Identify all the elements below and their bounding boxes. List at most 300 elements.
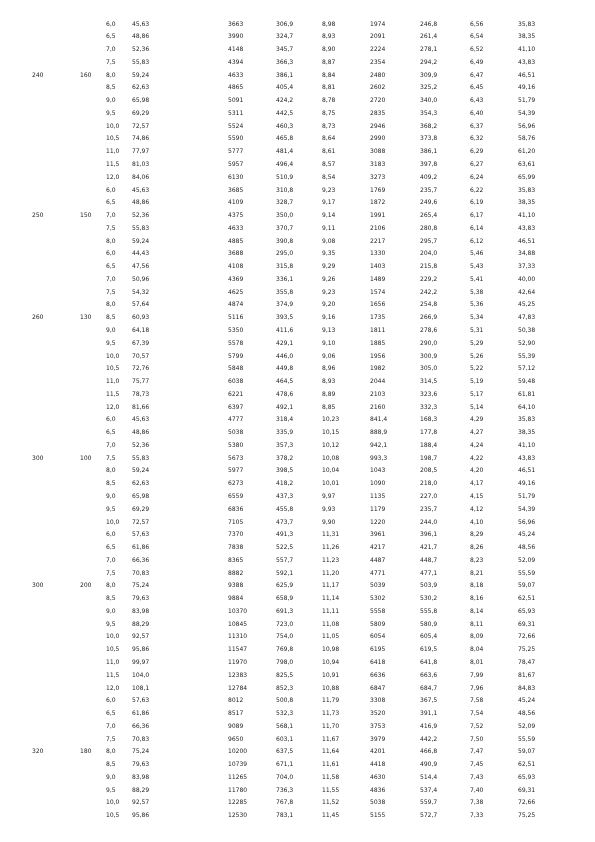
table-cell-col-a: 320: [32, 748, 44, 756]
table-cell-col-wx: 465,8: [276, 135, 294, 143]
table-row: [0, 390, 595, 402]
table-cell-col-iy: 2720: [370, 97, 386, 105]
table-cell-col-area: 42,64: [518, 288, 536, 296]
table-cell-col-t: 8,0: [106, 71, 116, 79]
table-cell-col-iy: 3308: [370, 697, 386, 705]
table-cell-col-wy: 416,9: [420, 722, 438, 730]
table-cell-col-b: 180: [80, 748, 92, 756]
table-cell-col-ix: 11970: [228, 659, 248, 666]
table-cell-col-area: 59,07: [518, 748, 536, 756]
table-row: [0, 773, 595, 785]
table-cell-col-mass: 95,86: [132, 646, 150, 654]
table-cell-col-mass: 69,29: [132, 109, 150, 117]
table-row: [0, 300, 595, 312]
table-cell-col-wx: 557,7: [276, 556, 294, 564]
table-cell-col-wx: 418,2: [276, 480, 294, 488]
table-row: [0, 20, 595, 32]
table-row: [0, 71, 595, 83]
table-cell-col-ix: 6397: [228, 403, 244, 411]
table-cell-col-b: 200: [80, 582, 92, 590]
table-cell-col-t: 8,0: [106, 301, 116, 309]
table-cell-col-iy: 2835: [370, 109, 386, 117]
table-row: [0, 466, 595, 478]
table-cell-col-t: 6,5: [106, 33, 116, 41]
table-cell-col-ix: 12784: [228, 684, 248, 692]
table-row: [0, 364, 595, 376]
table-cell-col-iy: 5038: [370, 799, 386, 807]
table-cell-col-ry: 8,23: [470, 556, 484, 564]
table-cell-col-wy: 448,7: [420, 556, 438, 564]
table-row: [0, 543, 595, 555]
table-cell-col-mass: 59,24: [132, 467, 150, 475]
table-cell-col-ix: 5380: [228, 441, 244, 449]
table-cell-col-wy: 294,2: [420, 58, 438, 66]
table-cell-col-area: 64,10: [518, 403, 536, 411]
table-cell-col-ry: 5,19: [470, 378, 484, 386]
table-cell-col-area: 41,10: [518, 441, 536, 449]
table-cell-col-ix: 4874: [228, 301, 244, 309]
table-cell-col-iy: 1769: [370, 186, 386, 194]
table-cell-col-rx: 8,54: [322, 173, 336, 181]
table-cell-col-rx: 11,70: [322, 722, 340, 730]
table-cell-col-wx: 315,8: [276, 263, 294, 271]
table-cell-col-wy: 466,8: [420, 748, 438, 756]
table-cell-col-iy: 1974: [370, 20, 386, 28]
table-row: [0, 645, 595, 657]
table-cell-col-iy: 6054: [370, 633, 386, 641]
table-cell-col-t: 10,0: [106, 518, 120, 526]
table-cell-col-area: 37,33: [518, 263, 536, 271]
table-cell-col-ix: 5977: [228, 467, 244, 475]
table-cell-col-mass: 65,98: [132, 97, 150, 105]
table-cell-col-iy: 4418: [370, 761, 386, 769]
table-cell-col-t: 9,5: [106, 505, 116, 513]
table-cell-col-rx: 8,78: [322, 97, 336, 105]
table-cell-col-area: 52,90: [518, 339, 536, 347]
table-cell-col-mass: 66,36: [132, 556, 150, 564]
table-row: [0, 811, 595, 823]
table-cell-col-wy: 309,9: [420, 71, 438, 79]
table-cell-col-ry: 5,31: [470, 326, 484, 334]
table-cell-col-rx: 11,14: [322, 595, 340, 603]
table-cell-col-area: 43,83: [518, 454, 536, 462]
table-cell-col-t: 7,0: [106, 46, 116, 54]
table-cell-col-wx: 603,1: [276, 735, 294, 743]
table-cell-col-ry: 8,01: [470, 659, 484, 666]
table-cell-col-rx: 11,20: [322, 569, 340, 577]
table-cell-col-ix: 4633: [228, 224, 244, 232]
table-cell-col-t: 7,0: [106, 441, 116, 449]
table-cell-col-rx: 10,23: [322, 416, 340, 424]
table-cell-col-wy: 242,2: [420, 288, 438, 296]
table-cell-col-ry: 6,22: [470, 186, 484, 194]
table-cell-col-area: 72,66: [518, 633, 536, 641]
table-cell-col-mass: 61,86: [132, 710, 150, 718]
table-cell-col-t: 9,0: [106, 773, 116, 781]
table-cell-col-iy: 3183: [370, 160, 386, 168]
table-cell-col-t: 7,5: [106, 288, 116, 296]
table-cell-col-wx: 442,5: [276, 109, 294, 117]
table-cell-col-wy: 663,6: [420, 671, 438, 679]
table-cell-col-wx: 370,7: [276, 224, 294, 232]
table-cell-col-wx: 783,1: [276, 812, 294, 820]
table-cell-col-wx: 424,2: [276, 97, 294, 105]
table-cell-col-t: 11,0: [106, 148, 120, 156]
table-cell-col-mass: 60,93: [132, 314, 150, 322]
table-cell-col-ix: 6130: [228, 173, 244, 181]
table-cell-col-ry: 7,45: [470, 761, 484, 769]
table-cell-col-a: 240: [32, 71, 44, 79]
table-cell-col-ix: 5578: [228, 339, 244, 347]
table-cell-col-ry: 6,40: [470, 109, 484, 117]
table-cell-col-iy: 1574: [370, 288, 386, 296]
table-cell-col-wy: 235,7: [420, 186, 438, 194]
table-cell-col-wx: 335,9: [276, 429, 294, 437]
table-cell-col-wy: 373,8: [420, 135, 438, 143]
table-cell-col-wx: 345,7: [276, 46, 294, 54]
table-cell-col-iy: 1489: [370, 275, 386, 283]
table-cell-col-ry: 4,15: [470, 492, 484, 500]
table-cell-col-ry: 5,34: [470, 314, 484, 322]
table-cell-col-a: 300: [32, 582, 44, 590]
table-cell-col-ix: 12285: [228, 799, 248, 807]
table-cell-col-wy: 177,8: [420, 429, 438, 437]
table-cell-col-wx: 446,0: [276, 352, 294, 360]
table-cell-col-area: 56,96: [518, 518, 536, 526]
table-cell-col-area: 49,16: [518, 84, 536, 92]
table-row: [0, 262, 595, 274]
table-cell-col-wx: 522,5: [276, 544, 294, 552]
table-cell-col-mass: 81,03: [132, 160, 150, 168]
table-cell-col-wy: 246,8: [420, 20, 438, 28]
table-cell-col-mass: 78,73: [132, 390, 150, 398]
table-cell-col-wx: 478,6: [276, 390, 294, 398]
table-cell-col-ry: 6,56: [470, 20, 484, 28]
table-cell-col-area: 48,56: [518, 710, 536, 718]
table-cell-col-rx: 11,67: [322, 735, 340, 743]
table-cell-col-ry: 8,14: [470, 607, 484, 615]
table-cell-col-iy: 3273: [370, 173, 386, 181]
table-cell-col-t: 8,0: [106, 467, 116, 475]
table-cell-col-ix: 9388: [228, 582, 244, 590]
table-cell-col-mass: 65,98: [132, 492, 150, 500]
table-cell-col-wy: 323,6: [420, 390, 438, 398]
table-cell-col-ry: 6,32: [470, 135, 484, 143]
table-cell-col-mass: 62,63: [132, 480, 150, 488]
table-cell-col-iy: 1811: [370, 326, 386, 334]
table-row: [0, 45, 595, 57]
table-cell-col-mass: 64,18: [132, 326, 150, 334]
table-cell-col-iy: 6847: [370, 684, 386, 692]
table-cell-col-t: 9,0: [106, 607, 116, 615]
table-row: [0, 709, 595, 721]
table-cell-col-ry: 7,33: [470, 812, 484, 820]
table-cell-col-rx: 10,88: [322, 684, 340, 692]
table-cell-col-ry: 4,22: [470, 454, 484, 462]
table-row: [0, 58, 595, 70]
table-cell-col-area: 38,35: [518, 199, 536, 207]
table-cell-col-ix: 6836: [228, 505, 244, 513]
table-cell-col-ry: 7,38: [470, 799, 484, 807]
table-cell-col-rx: 10,04: [322, 467, 340, 475]
table-cell-col-iy: 1885: [370, 339, 386, 347]
table-cell-col-wx: 625,9: [276, 582, 294, 590]
table-cell-col-rx: 10,15: [322, 429, 340, 437]
table-cell-col-area: 57,12: [518, 365, 536, 373]
table-cell-col-area: 46,51: [518, 467, 536, 475]
table-cell-col-wx: 500,8: [276, 697, 294, 705]
table-row: [0, 326, 595, 338]
table-row: [0, 798, 595, 810]
table-cell-col-ry: 6,52: [470, 46, 484, 54]
table-cell-col-t: 11,0: [106, 378, 120, 386]
table-cell-col-mass: 57,63: [132, 697, 150, 705]
table-cell-col-iy: 5558: [370, 607, 386, 615]
table-cell-col-ry: 7,96: [470, 684, 484, 692]
table-cell-col-t: 12,0: [106, 684, 120, 692]
table-cell-col-wx: 378,2: [276, 454, 294, 462]
table-cell-col-ry: 6,54: [470, 33, 484, 41]
table-cell-col-rx: 9,97: [322, 492, 336, 500]
table-cell-col-wy: 367,5: [420, 697, 438, 705]
table-cell-col-area: 43,83: [518, 224, 536, 232]
table-cell-col-rx: 11,45: [322, 812, 340, 820]
table-cell-col-wy: 168,3: [420, 416, 438, 424]
table-cell-col-b: 150: [80, 212, 92, 220]
table-cell-col-mass: 52,36: [132, 441, 150, 449]
table-cell-col-wy: 300,9: [420, 352, 438, 360]
table-cell-col-iy: 2946: [370, 122, 386, 130]
table-cell-col-rx: 11,11: [322, 607, 340, 615]
table-cell-col-wy: 530,2: [420, 595, 438, 603]
table-cell-col-area: 65,99: [518, 173, 536, 181]
table-row: [0, 428, 595, 440]
table-cell-col-area: 52,09: [518, 556, 536, 564]
table-cell-col-ix: 4369: [228, 275, 244, 283]
table-cell-col-area: 63,61: [518, 160, 536, 168]
table-cell-col-rx: 9,14: [322, 212, 336, 220]
table-cell-col-ry: 8,16: [470, 595, 484, 603]
table-cell-col-iy: 1735: [370, 314, 386, 322]
table-cell-col-mass: 95,86: [132, 812, 150, 820]
table-cell-col-ix: 11310: [228, 633, 248, 641]
table-cell-col-mass: 55,83: [132, 454, 150, 462]
table-cell-col-mass: 47,56: [132, 263, 150, 271]
table-row: [0, 569, 595, 581]
table-cell-col-rx: 10,12: [322, 441, 340, 449]
table-cell-col-ry: 7,99: [470, 671, 484, 679]
table-cell-col-wy: 261,4: [420, 33, 438, 41]
table-cell-col-ix: 4633: [228, 71, 244, 79]
table-cell-col-t: 6,0: [106, 416, 116, 424]
table-cell-col-area: 75,25: [518, 646, 536, 654]
table-cell-col-area: 34,88: [518, 250, 536, 258]
table-cell-col-mass: 75,24: [132, 582, 150, 590]
table-cell-col-wy: 503,9: [420, 582, 438, 590]
table-cell-col-ry: 7,47: [470, 748, 484, 756]
table-cell-col-ry: 5,26: [470, 352, 484, 360]
table-cell-col-t: 6,5: [106, 429, 116, 437]
table-row: [0, 735, 595, 747]
table-row: [0, 403, 595, 415]
table-cell-col-t: 9,5: [106, 339, 116, 347]
table-row: [0, 454, 595, 466]
table-cell-col-wy: 386,1: [420, 148, 438, 156]
table-cell-col-ry: 5,46: [470, 250, 484, 258]
table-cell-col-ix: 5311: [228, 109, 244, 117]
table-cell-col-ry: 7,52: [470, 722, 484, 730]
table-cell-col-rx: 9,20: [322, 301, 336, 309]
table-cell-col-ry: 4,24: [470, 441, 484, 449]
table-cell-col-area: 81,67: [518, 671, 536, 679]
table-cell-col-ix: 7838: [228, 544, 244, 552]
table-row: [0, 83, 595, 95]
table-cell-col-ix: 11265: [228, 773, 248, 781]
table-cell-col-wx: 398,5: [276, 467, 294, 475]
table-cell-col-ry: 7,54: [470, 710, 484, 718]
table-row: [0, 339, 595, 351]
table-cell-col-ix: 11780: [228, 786, 248, 794]
table-cell-col-rx: 8,81: [322, 84, 336, 92]
table-cell-col-iy: 1872: [370, 199, 386, 207]
table-cell-col-mass: 52,36: [132, 46, 150, 54]
table-cell-col-mass: 70,83: [132, 569, 150, 577]
table-cell-col-ix: 10739: [228, 761, 248, 769]
table-cell-col-wy: 229,2: [420, 275, 438, 283]
table-cell-col-wx: 306,9: [276, 20, 294, 28]
table-cell-col-ry: 5,38: [470, 288, 484, 296]
table-cell-col-rx: 8,85: [322, 403, 336, 411]
table-cell-col-wx: 295,0: [276, 250, 294, 258]
table-cell-col-ix: 5777: [228, 148, 244, 156]
table-cell-col-rx: 8,89: [322, 390, 336, 398]
table-cell-col-area: 50,38: [518, 326, 536, 334]
table-cell-col-mass: 59,24: [132, 237, 150, 245]
table-cell-col-rx: 11,64: [322, 748, 340, 756]
table-cell-col-iy: 5155: [370, 812, 386, 820]
table-cell-col-wx: 449,8: [276, 365, 294, 373]
table-cell-col-wy: 204,0: [420, 250, 438, 258]
table-cell-col-t: 10,5: [106, 812, 120, 820]
table-cell-col-ry: 8,18: [470, 582, 484, 590]
table-cell-col-ix: 4375: [228, 212, 244, 220]
table-cell-col-rx: 8,64: [322, 135, 336, 143]
table-cell-col-ix: 8012: [228, 697, 244, 705]
table-cell-col-ry: 6,37: [470, 122, 484, 130]
table-cell-col-a: 300: [32, 454, 44, 462]
table-cell-col-mass: 72,76: [132, 365, 150, 373]
table-cell-col-rx: 10,98: [322, 646, 340, 654]
table-cell-col-rx: 8,96: [322, 365, 336, 373]
table-cell-col-ry: 5,17: [470, 390, 484, 398]
table-cell-col-ry: 6,29: [470, 148, 484, 156]
table-cell-col-area: 46,51: [518, 237, 536, 245]
table-cell-col-mass: 62,63: [132, 84, 150, 92]
table-cell-col-mass: 104,0: [132, 671, 150, 679]
table-cell-col-wy: 314,5: [420, 378, 438, 386]
table-row: [0, 658, 595, 670]
table-cell-col-t: 9,5: [106, 786, 116, 794]
table-cell-col-rx: 11,05: [322, 633, 340, 641]
table-cell-col-rx: 9,29: [322, 263, 336, 271]
table-cell-col-t: 8,5: [106, 480, 116, 488]
table-cell-col-iy: 1656: [370, 301, 386, 309]
table-cell-col-mass: 44,43: [132, 250, 150, 258]
table-cell-col-t: 6,0: [106, 250, 116, 258]
table-row: [0, 313, 595, 325]
table-cell-col-ix: 4865: [228, 84, 244, 92]
table-cell-col-t: 8,5: [106, 84, 116, 92]
table-cell-col-t: 6,0: [106, 20, 116, 28]
table-cell-col-rx: 11,17: [322, 582, 340, 590]
table-cell-col-rx: 11,08: [322, 620, 340, 628]
table-cell-col-iy: 4487: [370, 556, 386, 564]
table-cell-col-mass: 79,63: [132, 595, 150, 603]
table-cell-col-wx: 455,8: [276, 505, 294, 513]
table-cell-col-ix: 9650: [228, 735, 244, 743]
table-cell-col-b: 130: [80, 314, 92, 322]
table-cell-col-rx: 11,31: [322, 531, 340, 539]
table-cell-col-mass: 72,57: [132, 518, 150, 526]
table-cell-col-iy: 2160: [370, 403, 386, 411]
table-cell-col-iy: 3979: [370, 735, 386, 743]
table-cell-col-ix: 12383: [228, 671, 248, 679]
table-cell-col-iy: 5039: [370, 582, 386, 590]
table-cell-col-wx: 496,4: [276, 160, 294, 168]
table-cell-col-iy: 2103: [370, 390, 386, 398]
table-cell-col-wy: 188,4: [420, 441, 438, 449]
table-cell-col-iy: 5809: [370, 620, 386, 628]
table-cell-col-t: 7,5: [106, 454, 116, 462]
table-cell-col-ix: 3663: [228, 20, 244, 28]
table-cell-col-iy: 1982: [370, 365, 386, 373]
table-cell-col-t: 7,0: [106, 556, 116, 564]
table-cell-col-t: 9,5: [106, 109, 116, 117]
table-cell-col-ry: 4,27: [470, 429, 484, 437]
table-cell-col-t: 8,5: [106, 761, 116, 769]
table-cell-col-ix: 5590: [228, 135, 244, 143]
table-cell-col-ry: 5,41: [470, 275, 484, 283]
table-cell-col-mass: 84,06: [132, 173, 150, 181]
table-cell-col-ix: 4108: [228, 263, 244, 271]
table-cell-col-wx: 852,3: [276, 684, 294, 692]
table-cell-col-mass: 57,63: [132, 531, 150, 539]
table-cell-col-ry: 4,17: [470, 480, 484, 488]
table-cell-col-wy: 421,7: [420, 544, 438, 552]
table-cell-col-ix: 4148: [228, 46, 244, 54]
table-cell-col-wy: 537,4: [420, 786, 438, 794]
table-cell-col-ix: 5038: [228, 429, 244, 437]
table-cell-col-mass: 67,39: [132, 339, 150, 347]
table-cell-col-t: 7,0: [106, 212, 116, 220]
table-cell-col-wy: 354,3: [420, 109, 438, 117]
table-cell-col-wy: 409,2: [420, 173, 438, 181]
table-cell-col-t: 7,0: [106, 275, 116, 283]
table-cell-col-mass: 92,57: [132, 633, 150, 641]
table-cell-col-area: 65,93: [518, 773, 536, 781]
table-cell-col-ix: 3685: [228, 186, 244, 194]
table-row: [0, 530, 595, 542]
table-cell-col-rx: 8,75: [322, 109, 336, 117]
table-cell-col-ry: 7,43: [470, 773, 484, 781]
table-cell-col-ry: 5,43: [470, 263, 484, 271]
table-cell-col-rx: 9,06: [322, 352, 336, 360]
table-cell-col-t: 8,0: [106, 582, 116, 590]
table-cell-col-mass: 48,86: [132, 33, 150, 41]
table-cell-col-wy: 477,1: [420, 569, 438, 577]
table-cell-col-ix: 9884: [228, 595, 244, 603]
table-cell-col-area: 54,39: [518, 109, 536, 117]
